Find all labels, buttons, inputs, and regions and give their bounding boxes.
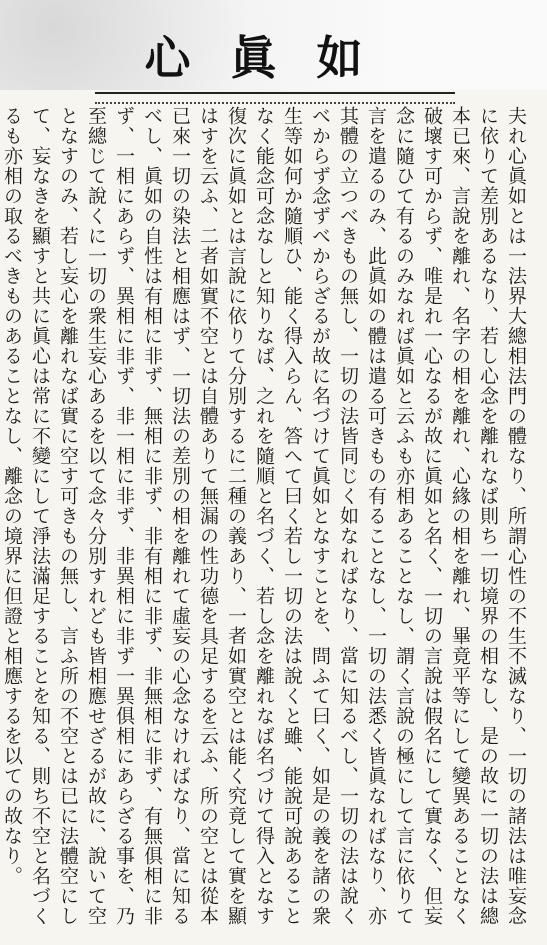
- article-body: [1, 106, 530, 934]
- article-title: 心眞如: [144, 31, 403, 85]
- body-paragraph: 夫れ心眞如とは一法界大總相法門の體なり、所謂心性の不生不滅なり、一切の諸法は唯妄念に依りて差別あるなり、若し心念を離れなば則ち一切境界の相なし、是の故に一切の法は總本已來、言說を離れ、名字の相を離れ、心緣の相を離れ、畢竟平等にして變異あることなく破壞す可からず、唯是れ一心なるが故に眞如と名く、一切の言說は假名にして實なく、但妄念に隨ひて有るのみなれば眞如と云ふも亦相あることなし、謂く言說の極にして言に依りて言を遣るのみ、此眞如の體は遣る可きもの有ることなし、一切の法悉く皆眞なればなり、亦其體の立つべきもの無し、一切の法皆同じく如なればなり、當に知るべし、一切の法は說くべからず念ずべからざるが故に名づけて眞如となすことを、問ふて曰く、如是の義を諸の衆生等如何か隨順ひ、能く得入らん、答へて曰く若し一切の法は說くと雖、能說可說あることなく能念可念なしと知りなば、之れを隨順と名づく、若し念を離れなば名づけて得入となす復次に眞如とは言說に依りて分別するに二種の義あり、一者如實空とは能く究竟して實を顯はすを云ふ、二者如實不空とは自體ありて無漏の性功德を具足するを云ふ、所の空とは從本已來一切の染法と相應はず、一切法の差別の相を離れて虛妄の心念なければなり、當に知るべし、眞如の自性は有相に非ず、無相に非ず、非有相に非ず、非無相に非ず、有無俱相に非ず、一相にあらず、異相に非ず、非一相に非ず、非異相に非ず一異俱相にあらざる事を、乃至總じて說くに一切の衆生妄心あるを以て念々分別すれども皆相應せざるが故に、說いて空となすのみ、若し妄心を離れなば實に空す可きもの無し、言ふ所の不空とは已に法體空にして、妄なきを顯すと共に眞心は常に不變にして淨法滿足することを知る、則ち不空と名づくるも亦相の取るべきものあることなし、離念の境界に但證と相應するを以ての故なり。: [1, 106, 527, 926]
- title-divider: [95, 92, 455, 104]
